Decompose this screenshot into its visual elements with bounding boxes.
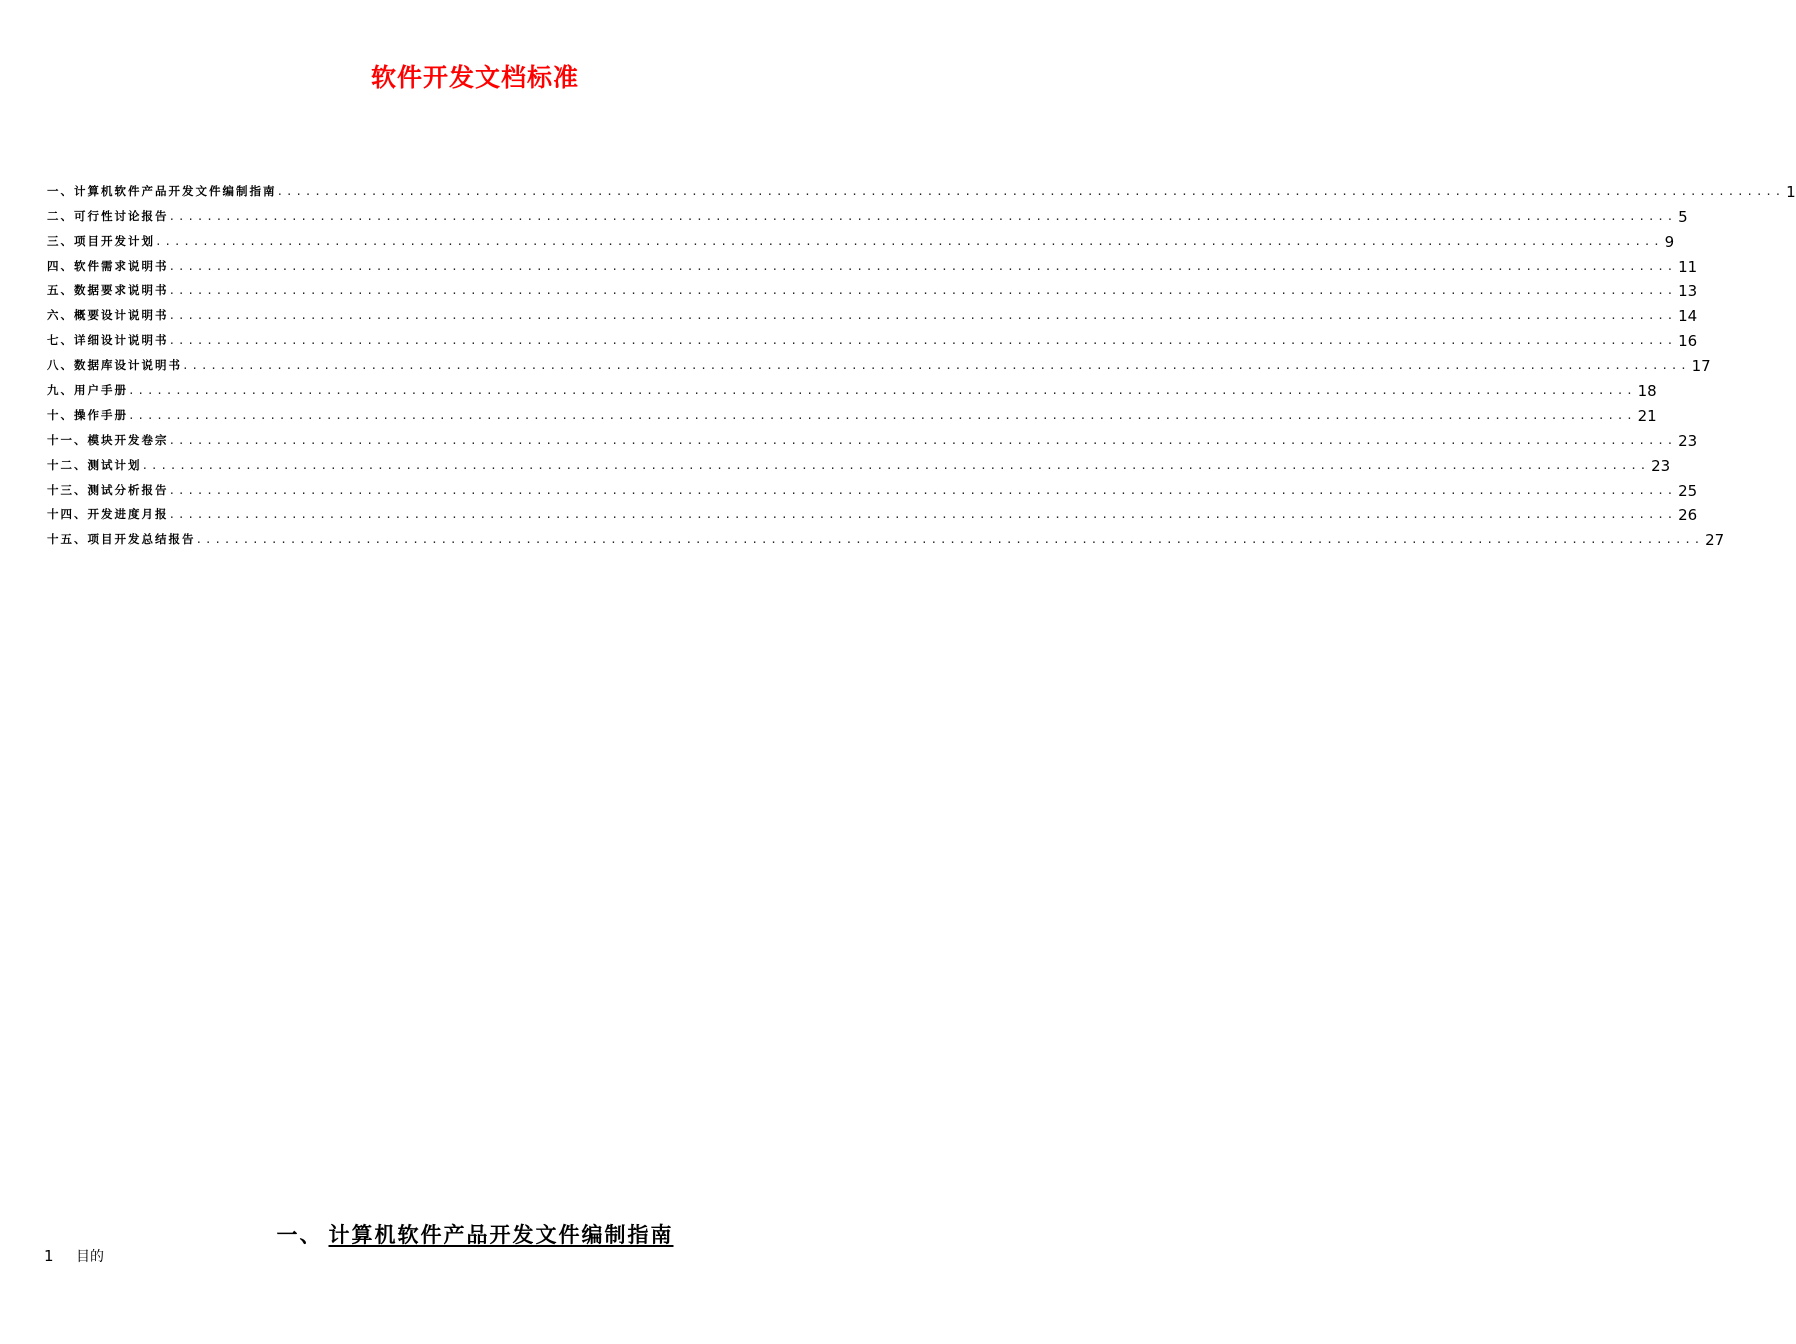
toc-entry[interactable] [47,201,1688,226]
toc-entry-page-number: 5 [1678,207,1688,226]
toc-entry[interactable] [47,276,1698,301]
toc-entry-label: 二、可行性讨论报告 [47,208,169,223]
toc-entry-page-number: 27 [1705,531,1725,550]
toc-dot-leader: ................................................................................................................................................................ [155,234,1663,248]
toc-entry-page-number: 16 [1678,332,1698,351]
toc-entry[interactable] [47,300,1698,326]
toc-entry[interactable] [47,400,1657,425]
toc-entry-label: 五、数据要求说明书 [47,283,169,298]
toc-entry-label: 十四、开发进度月报 [47,507,169,522]
toc-entry-page-number: 23 [1678,431,1698,450]
toc-entry[interactable] [47,226,1675,251]
toc-entry[interactable] [47,350,1711,376]
toc-entry[interactable] [47,251,1698,276]
section-heading-prefix: 一、 [276,1222,323,1247]
toc-entry-label: 八、数据库设计说明书 [47,358,182,373]
toc-entry-page-number: 21 [1637,406,1657,425]
table-of-contents [47,176,1796,550]
toc-entry-label: 十二、测试计划 [47,457,142,472]
toc-dot-leader: ................................................................................................................................................................ [141,458,1650,472]
toc-entry[interactable] [47,176,1796,201]
toc-entry-page-number: 17 [1691,357,1711,376]
toc-dot-leader: ................................................................................................................................................................ [168,433,1677,447]
toc-entry[interactable] [47,450,1671,475]
toc-entry[interactable] [47,325,1698,351]
toc-entry-label: 六、概要设计说明书 [47,308,169,323]
subsection-number: 1 [44,1247,54,1265]
toc-dot-leader: ................................................................................................................................................................ [128,408,1636,422]
toc-dot-leader: ................................................................................................................................................................ [168,259,1677,273]
toc-entry[interactable] [47,524,1725,550]
toc-entry[interactable] [47,500,1698,525]
toc-dot-leader: ................................................................................................................................................................ [276,184,1785,198]
subsection-title: 目的 [76,1249,104,1265]
toc-entry[interactable] [47,475,1698,500]
toc-dot-leader: ................................................................................................................................................................ [168,334,1677,348]
toc-entry-label: 十一、模块开发卷宗 [47,432,169,447]
toc-entry-label: 十、操作手册 [47,407,128,422]
toc-dot-leader: ................................................................................................................................................................ [168,209,1677,223]
section-heading-title: 计算机软件产品开发文件编制指南 [328,1222,674,1247]
toc-dot-leader: ................................................................................................................................................................ [168,309,1677,323]
toc-entry-page-number: 14 [1678,307,1698,326]
toc-dot-leader: ................................................................................................................................................................ [128,384,1636,398]
toc-entry-page-number: 13 [1678,282,1698,301]
toc-entry-page-number: 23 [1651,456,1671,475]
toc-dot-leader: ................................................................................................................................................................ [182,359,1690,373]
toc-entry-label: 一、计算机软件产品开发文件编制指南 [47,183,277,198]
toc-entry-page-number: 26 [1678,506,1698,525]
toc-dot-leader: ................................................................................................................................................................ [195,533,1704,547]
section-heading [0,1219,950,1249]
toc-entry-label: 十三、测试分析报告 [47,482,169,497]
toc-dot-leader: ................................................................................................................................................................ [168,284,1677,298]
toc-entry-label: 九、用户手册 [47,383,128,398]
toc-entry-label: 十五、项目开发总结报告 [47,532,196,547]
toc-entry-page-number: 1 [1786,182,1796,201]
toc-dot-leader: ................................................................................................................................................................ [168,483,1677,497]
subsection-heading [44,1246,104,1266]
toc-entry[interactable] [47,425,1698,450]
toc-entry-label: 三、项目开发计划 [47,233,155,248]
toc-entry-page-number: 18 [1637,382,1657,401]
toc-entry[interactable] [47,375,1657,401]
toc-entry-page-number: 25 [1678,481,1698,500]
toc-entry-label: 七、详细设计说明书 [47,333,169,348]
toc-entry-label: 四、软件需求说明书 [47,258,169,273]
document-title: 软件开发文档标准 [370,63,579,92]
toc-entry-page-number: 9 [1664,232,1675,251]
toc-entry-page-number: 11 [1678,257,1698,276]
toc-dot-leader: ................................................................................................................................................................ [168,508,1677,522]
